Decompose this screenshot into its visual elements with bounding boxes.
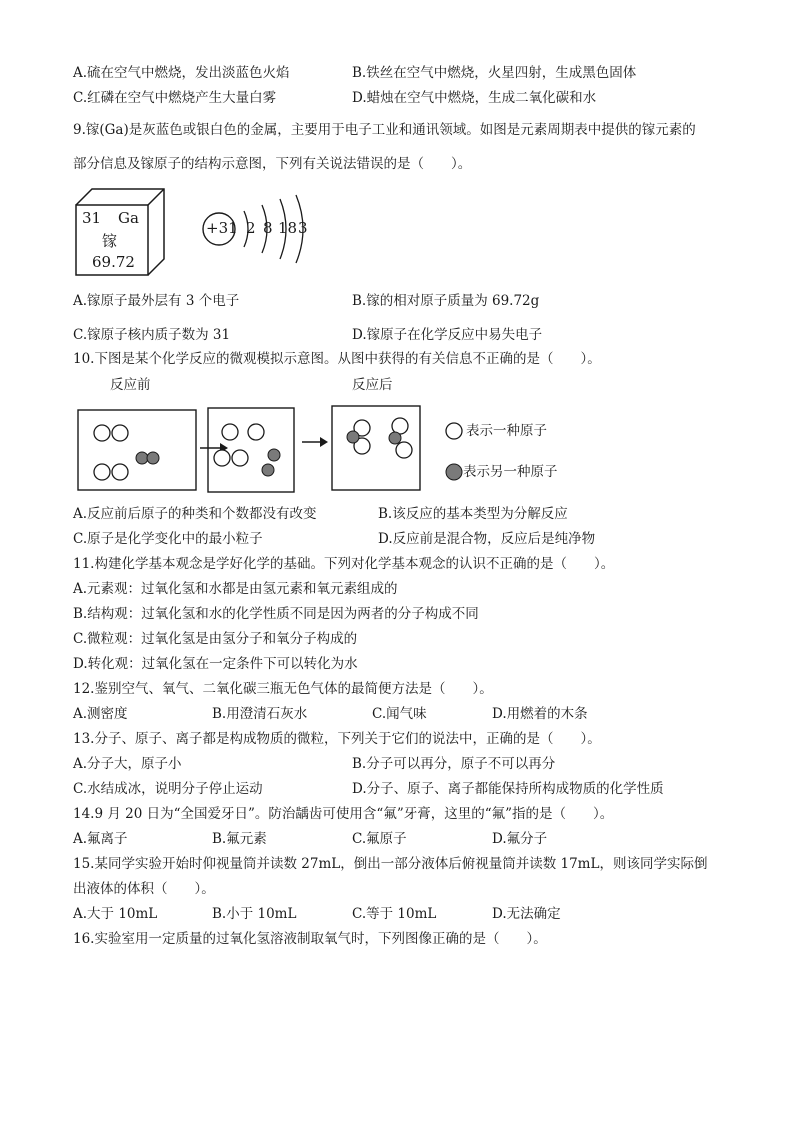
q13-option-d: D.分子、原子、离子都能保持所构成物质的化学性质: [352, 781, 664, 797]
q9-option-c: C.镓原子核内质子数为 31: [73, 327, 231, 343]
shell-2-count: 8: [263, 219, 273, 237]
shell-1-count: 2: [246, 219, 256, 237]
q15-option-a: A.大于 10mL: [73, 906, 158, 922]
element-cell: [74, 187, 182, 279]
before-label: 反应前: [110, 377, 151, 393]
after-label: 反应后: [352, 377, 393, 393]
q11-option-c: C.微粒观：过氧化氢是由氢分子和氧分子构成的: [73, 631, 358, 647]
q11-option-b: B.结构观：过氧化氢和水的化学性质不同是因为两者的分子构成不同: [73, 606, 479, 622]
q10-option-b: B.该反应的基本类型为分解反应: [378, 506, 568, 522]
q13-option-c: C.水结成冰，说明分子停止运动: [73, 781, 263, 797]
element-name: 镓: [102, 232, 118, 250]
legend-white-label: 表示一种原子: [466, 423, 547, 439]
q14-option-d: D.氟分子: [492, 831, 548, 847]
q12-option-d: D.用燃着的木条: [492, 706, 588, 722]
legend-gray-label: 表示另一种原子: [463, 464, 558, 480]
q12-stem: 12.鉴别空气、氧气、二氧化碳三瓶无色气体的最简便方法是（ ）。: [73, 681, 493, 697]
q15-stem-line2: 出液体的体积（ ）。: [73, 881, 215, 897]
q9-option-a: A.镓原子最外层有 3 个电子: [73, 293, 240, 309]
q14-option-a: A.氟离子: [73, 831, 128, 847]
atom-structure-diagram: [200, 183, 320, 278]
before-box: [78, 410, 196, 490]
q10-option-a: A.反应前后原子的种类和个数都没有改变: [73, 506, 317, 522]
q16-stem: 16.实验室用一定质量的过氧化氢溶液制取氧气时，下列图像正确的是（ ）。: [73, 931, 547, 947]
q13-option-b: B.分子可以再分，原子不可以再分: [352, 756, 556, 772]
legend-white-atom-icon: [444, 421, 464, 441]
q15-option-c: C.等于 10mL: [352, 906, 437, 922]
q8-option-b: B.铁丝在空气中燃烧，火星四射，生成黑色固体: [352, 65, 637, 81]
q8-option-a: A.硫在空气中燃烧，发出淡蓝色火焰: [73, 65, 290, 81]
q12-option-c: C.闻气味: [372, 706, 427, 722]
reaction-diagram: [72, 402, 432, 494]
shell-3-count: 18: [278, 219, 298, 237]
q15-stem-line1: 15.某同学实验开始时仰视量筒并读数 27mL，倒出一部分液体后俯视量筒并读数 17mL，则该同学实际倒: [73, 856, 708, 872]
q11-option-d: D.转化观：过氧化氢在一定条件下可以转化为水: [73, 656, 358, 672]
q10-option-d: D.反应前是混合物，反应后是纯净物: [378, 531, 596, 547]
q10-option-c: C.原子是化学变化中的最小粒子: [73, 531, 263, 547]
shell-4-count: 3: [298, 219, 308, 237]
q11-stem: 11.构建化学基本观念是学好化学的基础。下列对化学基本观念的认识不正确的是（ ）。: [73, 556, 615, 572]
atomic-number: 31: [82, 209, 102, 227]
q12-option-a: A.测密度: [73, 706, 128, 722]
q14-stem: 14.9 月 20 日为“全国爱牙日”。防治龋齿可使用含“氟”牙膏，这里的“氟”指的是（ ）。: [73, 806, 614, 822]
q13-stem: 13.分子、原子、离子都是构成物质的微粒，下列关于它们的说法中，正确的是（ ）。: [73, 731, 601, 747]
q8-option-d: D.蜡烛在空气中燃烧，生成二氧化碳和水: [352, 90, 597, 106]
q9-option-b: B.镓的相对原子质量为 69.72g: [352, 293, 540, 309]
q9-stem-line1: 9.镓(Ga)是灰蓝色或银白色的金属，主要用于电子工业和通讯领域。如图是元素周期表中提供的镓元素的: [73, 122, 696, 138]
q13-option-a: A.分子大，原子小: [73, 756, 182, 772]
element-symbol: Ga: [118, 209, 139, 227]
q11-option-a: A.元素观：过氧化氢和水都是由氢元素和氧元素组成的: [73, 581, 398, 597]
legend-gray-atom-icon: [444, 462, 464, 482]
q8-option-c: C.红磷在空气中燃烧产生大量白雾: [73, 90, 277, 106]
q15-option-b: B.小于 10mL: [212, 906, 297, 922]
atomic-mass: 69.72: [92, 253, 135, 271]
q12-option-b: B.用澄清石灰水: [212, 706, 308, 722]
q9-stem-line2: 部分信息及镓原子的结构示意图，下列有关说法错误的是（ ）。: [73, 156, 472, 172]
q14-option-c: C.氟原子: [352, 831, 407, 847]
q15-option-d: D.无法确定: [492, 906, 561, 922]
q9-option-d: D.镓原子在化学反应中易失电子: [352, 327, 543, 343]
q10-stem: 10.下图是某个化学反应的微观模拟示意图。从图中获得的有关信息不正确的是（ ）。: [73, 351, 601, 367]
q14-option-b: B.氟元素: [212, 831, 267, 847]
nucleus-charge: +31: [206, 219, 238, 237]
